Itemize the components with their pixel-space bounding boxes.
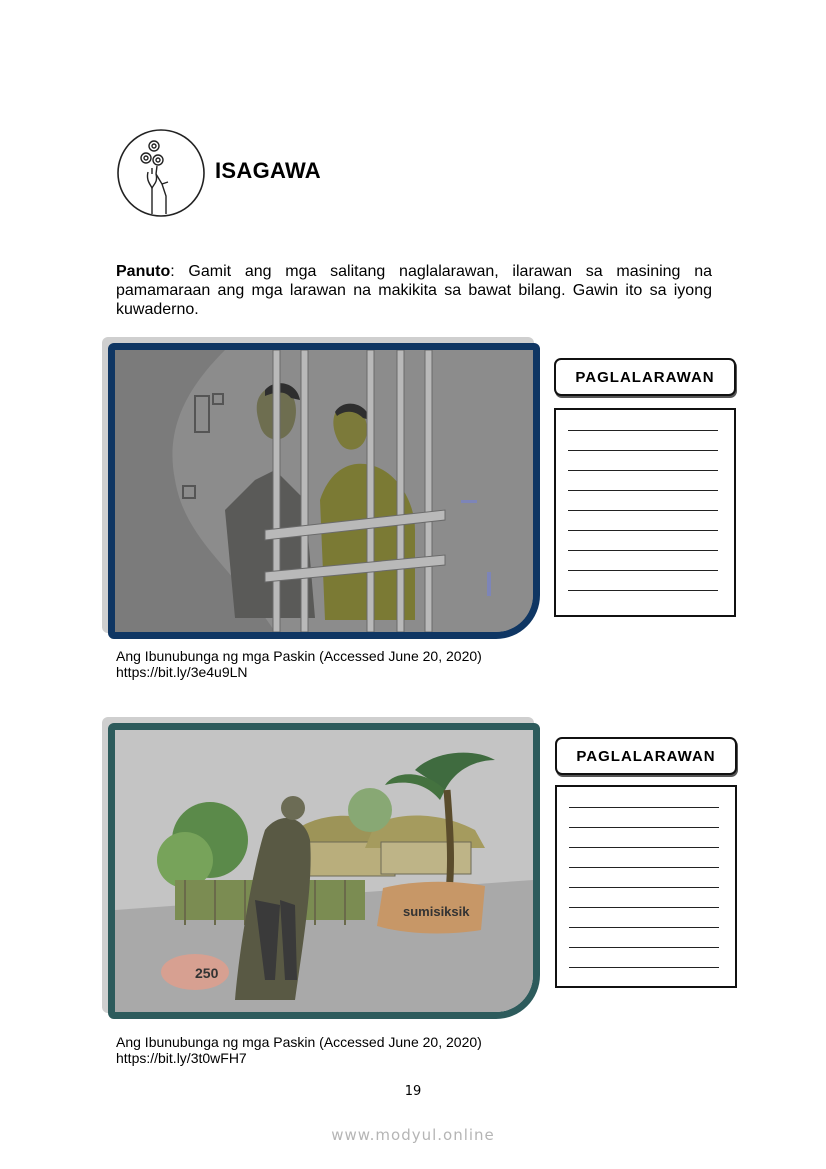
jail-visit-illustration — [108, 343, 540, 639]
answer-line — [568, 510, 718, 511]
answer-line — [569, 887, 719, 888]
watermark: www.modyul.online — [331, 1126, 495, 1144]
answer-line — [569, 867, 719, 868]
caption-link[interactable]: https://bit.ly/3t0wFH7 — [116, 1050, 247, 1066]
answer-line — [569, 967, 719, 968]
caption-source: Ang Ibunubunga ng mga Paskin (Accessed June 20, 2020) — [116, 1034, 482, 1050]
village-walk-illustration — [108, 723, 540, 1019]
description-label: PAGLALARAWAN — [554, 358, 736, 396]
answer-line — [569, 807, 719, 808]
answer-line — [568, 570, 718, 571]
answer-line — [569, 827, 719, 828]
answer-lines-box[interactable] — [555, 785, 737, 988]
description-label: PAGLALARAWAN — [555, 737, 737, 775]
answer-line — [568, 430, 718, 431]
caption-source: Ang Ibunubunga ng mga Paskin (Accessed June 20, 2020) — [116, 648, 482, 664]
caption-link[interactable]: https://bit.ly/3e4u9LN — [116, 664, 248, 680]
answer-line — [569, 927, 719, 928]
stone-text: 250 — [195, 965, 219, 981]
image-caption — [116, 648, 482, 680]
hand-gears-icon — [116, 128, 206, 218]
answer-lines-box[interactable] — [554, 408, 736, 617]
instructions-text: : Gamit ang mga salitang naglalarawan, ilarawan sa masining na pamamaraan ang mga larawan na makikita sa bawat bilang. Gawin ito sa iyong kuwaderno. — [116, 263, 712, 318]
answer-line — [569, 907, 719, 908]
answer-line — [568, 470, 718, 471]
answer-line — [568, 590, 718, 591]
image-caption — [116, 1034, 482, 1066]
answer-line — [568, 450, 718, 451]
sign-text: sumisiksik — [403, 904, 470, 919]
answer-line — [568, 550, 718, 551]
answer-line — [568, 490, 718, 491]
answer-line — [569, 947, 719, 948]
instructions-label: Panuto — [116, 263, 171, 280]
answer-line — [569, 847, 719, 848]
page-number: 19 — [404, 1084, 422, 1099]
answer-line — [568, 530, 718, 531]
instructions — [116, 262, 712, 319]
section-title: ISAGAWA — [215, 158, 321, 183]
